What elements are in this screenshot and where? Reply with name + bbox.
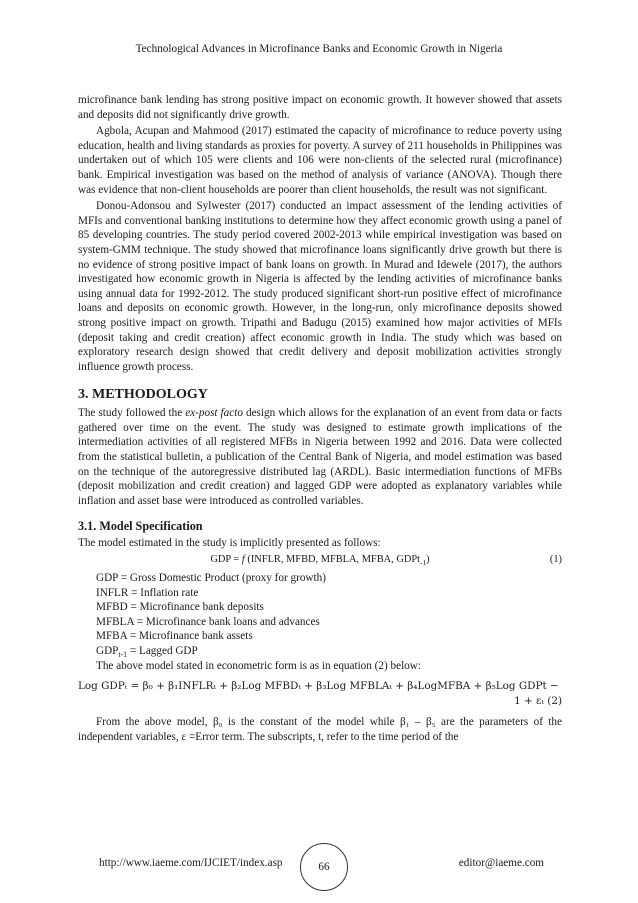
eq1-subscript: -1 bbox=[420, 559, 427, 568]
variable-definitions bbox=[96, 571, 562, 673]
running-title: Technological Advances in Microfinance Banks and Economic Growth in Nigeria bbox=[135, 43, 503, 55]
closing-paragraph: From the above model, β₀ is the constant of the model while β₁ – β₅ are the parameters of the independent variables, ε =Error term. The subscripts, t, refer to the time period of the bbox=[78, 716, 562, 743]
equation-1-number: (1) bbox=[549, 554, 562, 566]
eq1-args: (INFLR, MFBD, MFBLA, MFBA, GDPt bbox=[244, 554, 421, 566]
paragraph-2: Agbola, Acupan and Mahmood (2017) estimated the capacity of microfinance to reduce poverty using education, health and living standards as proxies for poverty. A survey of 211 households in Philippines was undertaken out of which 105 were clients and 106 were non-clients of the selected rural (microfinance) bank. Empirical investigation was based on the method of analysis of variance (ANOVA). Though there was evidence that non-client households are poorer than client households, the result was not significant. bbox=[78, 125, 562, 196]
paragraph-3: Donou-Adonsou and Sylwester (2017) conducted an impact assessment of the lending activities of MFIs and conventional banking institutions to determine how they affect economic growth using a panel of 85 developing countries. The study period covered 2002-2013 while empirical investigation was based on system-GMM technique. The study showed that microfinance loans significantly drive growth but there is no evidence of strong positive impact of bank loans on growth. In Murad and Idewele (2017), the authors investigated how economic growth in Nigeria is affected by the lending activities of microfinance banks using annual data for 1992-2012. The study produced significant short-run positive effect of microfinance loans and deposits on economic growth. However, in the long-run, only microfinance deposits showed strong positive impact on growth. Tripathi and Badugu (2015) examined how major activities of MFIs (deposit taking and credit creation) affect economic growth in India. The study which was based on exploratory research design showed that credit delivery and deposit mobilization activities strongly influence growth process. bbox=[78, 200, 562, 373]
definition-mfbd: MFBD = Microfinance bank deposits bbox=[96, 601, 264, 614]
definition-lagged-gdp bbox=[96, 644, 562, 659]
page-number: 66 bbox=[300, 843, 348, 891]
methodology-text-rest: design which allows for the explanation of an event from data or facts gathered over time on the event. The study was designed to estimate growth implications of the intermediation activities of all registered MFBs in Nigeria between 1992 and 2016. Data were collected from the statistical bulletin, a publication of the Central Bank of Nigeria, and model estimation was based on the technique of the autoregressive distributed lag (ARDL). Basic intermediation functions of MFBs (deposit mobilization and credit creation) and lagged GDP were adopted as explanatory variables while inflation and asset base were introduced as controlled variables. bbox=[78, 407, 562, 507]
model-intro: The model estimated in the study is implicitly presented as follows: bbox=[78, 537, 381, 550]
equation-2-line-2: 1 + εₜ (2) bbox=[514, 695, 562, 708]
equation-2 bbox=[78, 679, 562, 709]
lag-subscript: t-1 bbox=[118, 650, 128, 660]
methodology-italic-term: ex-post facto bbox=[185, 407, 243, 420]
methodology-paragraph bbox=[78, 406, 562, 508]
definition-gdp: GDP = Gross Domestic Product (proxy for growth) bbox=[96, 572, 326, 585]
subsection-heading-model-specification: 3.1. Model Specification bbox=[78, 519, 203, 534]
page-body bbox=[78, 93, 562, 746]
page-footer bbox=[0, 851, 638, 881]
lag-main: GDP bbox=[96, 645, 119, 657]
paragraph-1: microfinance bank lending has strong positive impact on economic growth. It however showed that assets and deposits did not significantly drive growth. bbox=[78, 94, 562, 121]
methodology-text-start: The study followed the bbox=[78, 407, 186, 420]
equation-1 bbox=[78, 553, 562, 568]
eq1-close: ) bbox=[426, 554, 430, 566]
section-heading-methodology: 3. METHODOLOGY bbox=[78, 387, 208, 403]
definition-inflr: INFLR = Inflation rate bbox=[96, 586, 199, 599]
footer-email-link[interactable]: editor@iaeme.com bbox=[458, 857, 544, 869]
lag-rest: = Lagged GDP bbox=[127, 645, 198, 657]
econometric-intro: The above model stated in econometric form is as in equation (2) below: bbox=[96, 659, 421, 672]
definition-mfba: MFBA = Microfinance bank assets bbox=[96, 630, 253, 643]
eq1-function: f bbox=[241, 554, 245, 566]
footer-url-link[interactable]: http://www.iaeme.com/IJCIET/index.asp bbox=[99, 857, 283, 869]
equation-1-body bbox=[78, 553, 562, 568]
definition-mfbla: MFBLA = Microfinance bank loans and advances bbox=[96, 615, 320, 628]
eq1-left: GDP = bbox=[210, 554, 242, 566]
equation-2-line-1: Log GDPₜ = β₀ + β₁INFLRₜ + β₂Log MFBDₜ + β₃Log MFBLAₜ + β₄LogMFBA + β₅Log GDPt − bbox=[78, 680, 559, 693]
